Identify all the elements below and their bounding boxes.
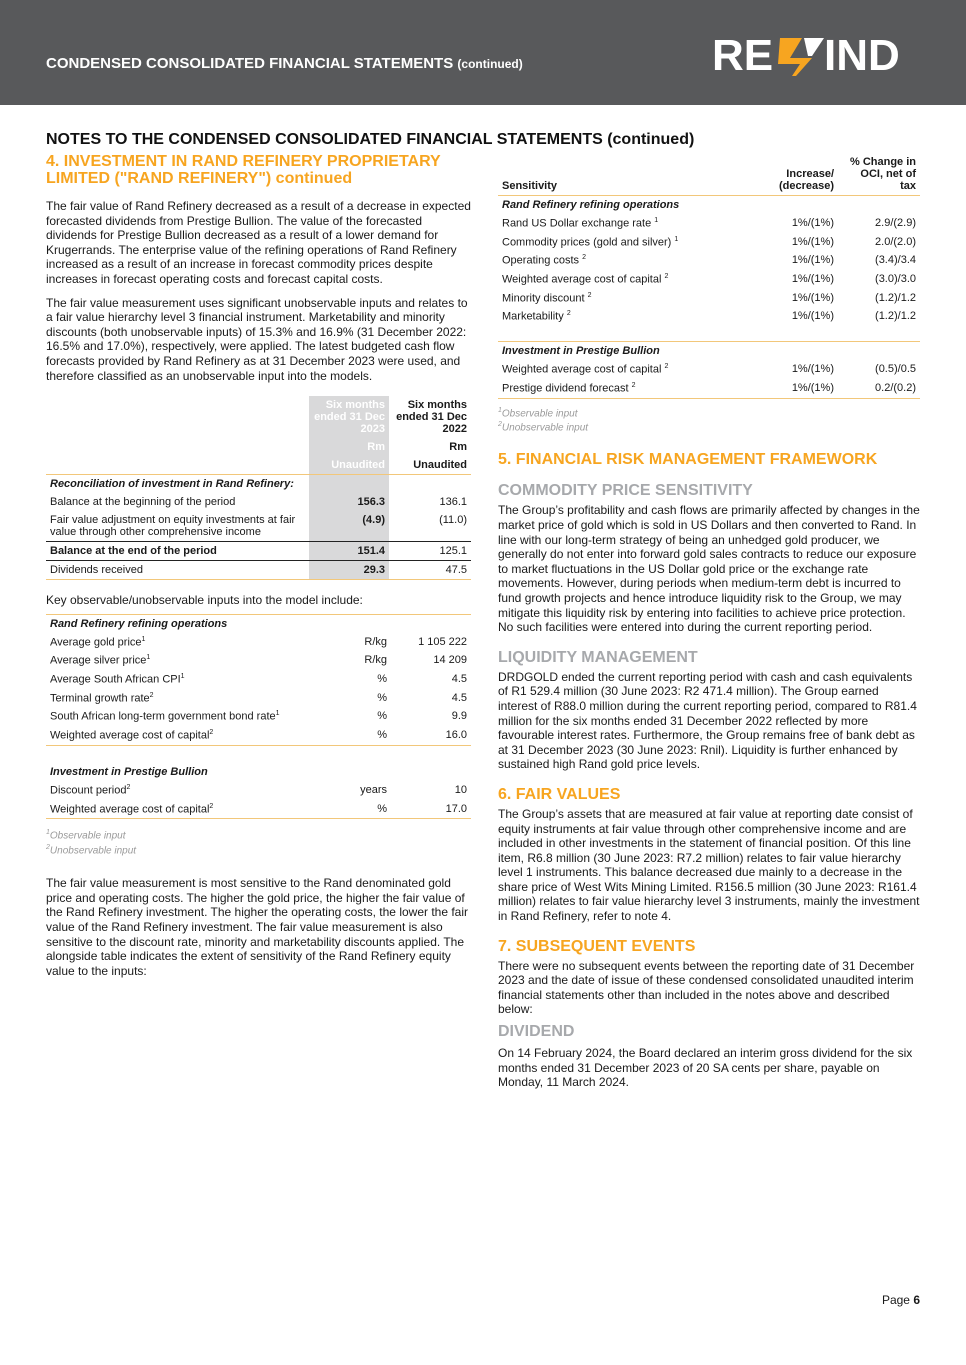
table-row: Commodity prices (gold and silver) $^1$ 1%/(1%) 2.0/(2.0) <box>502 235 916 249</box>
paragraph: Key observable/unobservable inputs into the model include: <box>46 593 363 608</box>
footnotes: $^1$Observable input $^2$Unobservable input <box>498 406 589 434</box>
inputs-table <box>46 614 471 820</box>
paragraph: DRDGOLD ended the current reporting period with cash and cash equivalents of R1 529.4 million (30 June 2023: R2 471.4 million). The Group earned interest of R88.0 million during the current reporting period, compared to R81.4 million for the six months ended 31 December 2022 reflected by more favourable interest rates. Furthermore, the Group remains free of bank debt as at 31 December 2023 (30 June 2023: Rnil). Liquidity is further enhanced by sustained high Rand gold price levels. <box>498 669 917 772</box>
paragraph: The fair value of Rand Refinery decreased as a result of a decrease in expected forecasted dividends from Prestige Bullion. The value of the forecasted dividends for Prestige Bullion decreased as a result of a lower demand for Krugerrands. The enterprise value of the refining operations of Rand Refinery increased as a result of an increase in forecast commodity prices despite increases in forecast operating costs and forecast capital costs. <box>46 199 471 286</box>
table-total-row: Balance at the end of the period 151.4 125.1 <box>46 542 471 561</box>
table-row: Operating costs $^2$ 1%/(1%) (3.4)/3.4 <box>502 254 916 267</box>
sensitivity-table <box>498 153 920 399</box>
paragraph: On 14 February 2024, the Board declared an interim gross dividend for the six months ended 31 December 2023 of 20 SA cents per share, payable on Monday, 11 March 2024. <box>498 1046 913 1090</box>
section-7-heading: 7. SUBSEQUENT EVENTS <box>498 937 696 955</box>
page-number: Page 6 <box>881 1293 920 1307</box>
table-row: Average South African CPI$^1$ % 4.5 <box>50 673 467 686</box>
table-row: Weighted average cost of capital $^2$ 1%/(1%) (0.5)/0.5 <box>502 363 916 377</box>
table-row: Rand US Dollar exchange rate $^1$ 1%/(1%) 2.9/(2.9) <box>502 217 916 230</box>
paragraph: There were no subsequent events between the reporting date of 31 December 2023 and the date of issue of these condensed consolidated unaudited interim financial statements other than included in the notes above and described below: <box>498 958 915 1017</box>
reconciliation-table <box>46 396 471 580</box>
table-row: Weighted average cost of capital $^2$ 1%/(1%) (3.0)/3.0 <box>502 272 916 286</box>
table-row: Weighted average cost of capital$^2$ % 17.0 <box>46 800 471 819</box>
table-row: Fair value adjustment on equity investments at fair value through other comprehensive income (4.9) (11.0) <box>46 511 471 542</box>
left-column <box>46 153 471 978</box>
subsection-heading: COMMODITY PRICE SENSITIVITY <box>498 482 753 500</box>
table-row: Average gold price$^1$ R/kg 1 105 222 <box>50 635 467 649</box>
audit-label: Unaudited <box>309 456 389 475</box>
paragraph: The Group’s profitability and cash flows are primarily affected by changes in the market price of gold which is sold in US Dollars and then converted to Rand. In line with our long-term strategy of being an unhedged gold producer, we generally do not enter into forward gold sales contracts to reduce our exposure to market fluctuations in the US Dollar gold price or the exchange rate movements. However, during periods when medium-term debt is incurred to fund growth projects and hence introduce liquidity risk to the Group, we may mitigate this liquidity risk by entering into facilities to achieve price protection. No such facilities were entered into during the current reporting period. <box>498 503 920 635</box>
unit-label: Rm <box>449 441 467 454</box>
section-6-heading: 6. FAIR VALUES <box>498 785 621 803</box>
subsection-heading: LIQUIDITY MANAGEMENT <box>498 648 698 666</box>
table-row: South African long-term government bond rate$^1$ % 9.9 <box>50 710 467 723</box>
col-header: Increase/ (decrease) <box>778 168 834 192</box>
section-5-heading: 5. FINANCIAL RISK MANAGEMENT FRAMEWORK <box>498 451 878 469</box>
paragraph: The Group’s assets that are measured at fair value at reporting date consist of equity instruments at fair value through other comprehensive income and are included in other investments in the statement of financial position. Of this line item, R6.8 million (30 June 2023: R7.2 million) relates to fair value hierarchy level 1 instruments. This balance decreased due mainly to a decrease in the share price of West Wits Mining Limited. R156.5 million (30 June 2023: R161.4 million) relates to fair value hierarchy level 3 instruments, mainly the investment in Rand Refinery, refer to note 4. <box>498 806 920 924</box>
paragraph: The fair value measurement uses significant unobservable inputs and relates to a fair value hierarchy level 3 financial instrument. Marketability and minority discounts (both unobservable inputs) of 15.3% and 16.9% (31 December 2022: 16.5% and 17.0%), respectively, were applied. The latest budgeted cash flow forecasts provided by Rand Refinery as at 31 December 2023 were used, and therefore classified as an unobservable input into the models. <box>46 295 468 383</box>
table-section-label: Reconciliation of investment in Rand Refinery: <box>46 475 309 494</box>
table-row: Weighted average cost of capital$^2$ % 16.0 <box>46 726 471 745</box>
col-header-2022: Six months ended 31 Dec 2022 <box>396 399 467 436</box>
svg-text:IND: IND <box>824 31 900 78</box>
notes-title: NOTES TO THE CONDENSED CONSOLIDATED FINANCIAL STATEMENTS (continued) <box>46 131 695 148</box>
table-row: Discount period$^2$ years 10 <box>50 784 467 797</box>
table-row: Average silver price$^1$ R/kg 14 209 <box>50 654 467 668</box>
col-header-2023: Six months ended 31 Dec 2023 <box>309 396 389 438</box>
footnotes: $^1$Observable input $^2$Unobservable input <box>46 829 137 857</box>
col-header: Sensitivity <box>502 180 558 192</box>
unit-label: Rm <box>309 438 389 456</box>
col-header: % Change in OCI, net of tax <box>849 156 916 192</box>
svg-text:RE: RE <box>712 31 774 78</box>
table-section-label: Rand Refinery refining operations <box>502 199 680 211</box>
audit-label: Unaudited <box>413 459 467 472</box>
table-row: Terminal growth rate$^2$ % 4.5 <box>50 691 467 705</box>
section-4-heading: 4. INVESTMENT IN RAND REFINERY PROPRIETARY LIMITED ("RAND REFINERY") continued <box>46 153 441 187</box>
table-row: Minority discount $^2$ 1%/(1%) (1.2)/1.2 <box>502 291 916 305</box>
subsection-heading: DIVIDEND <box>498 1023 575 1041</box>
table-section-label: Investment in Prestige Bullion <box>50 766 208 779</box>
right-column <box>498 153 920 1090</box>
table-section-label: Rand Refinery refining operations <box>46 614 471 633</box>
paragraph: The fair value measurement is most sensitive to the Rand denominated gold price and operating costs. The higher the gold price, the higher the fair value of the Rand Refinery investment. The higher the operating costs, the lower the fair value of the Rand Refinery investment. The fair value measurement is also sensitive to the discount rate, minority and marketability discounts applied. The alongside table indicates the extent of sensitivity of the Rand Refinery equity value to the inputs: <box>46 876 469 978</box>
header-title: CONDENSED CONSOLIDATED FINANCIAL STATEMENTS (continued) <box>46 55 523 72</box>
table-section-label: Investment in Prestige Bullion <box>502 345 660 358</box>
table-row: Prestige dividend forecast $^2$ 1%/(1%) 0.2/(0.2) <box>498 379 920 398</box>
table-row: Dividends received 29.3 47.5 <box>46 561 471 580</box>
rewind-logo <box>712 30 924 78</box>
table-row: Marketability $^2$ 1%/(1%) (1.2)/1.2 <box>502 310 916 323</box>
page-header <box>0 0 966 105</box>
table-row: Balance at the beginning of the period 156.3 136.1 <box>46 493 471 511</box>
